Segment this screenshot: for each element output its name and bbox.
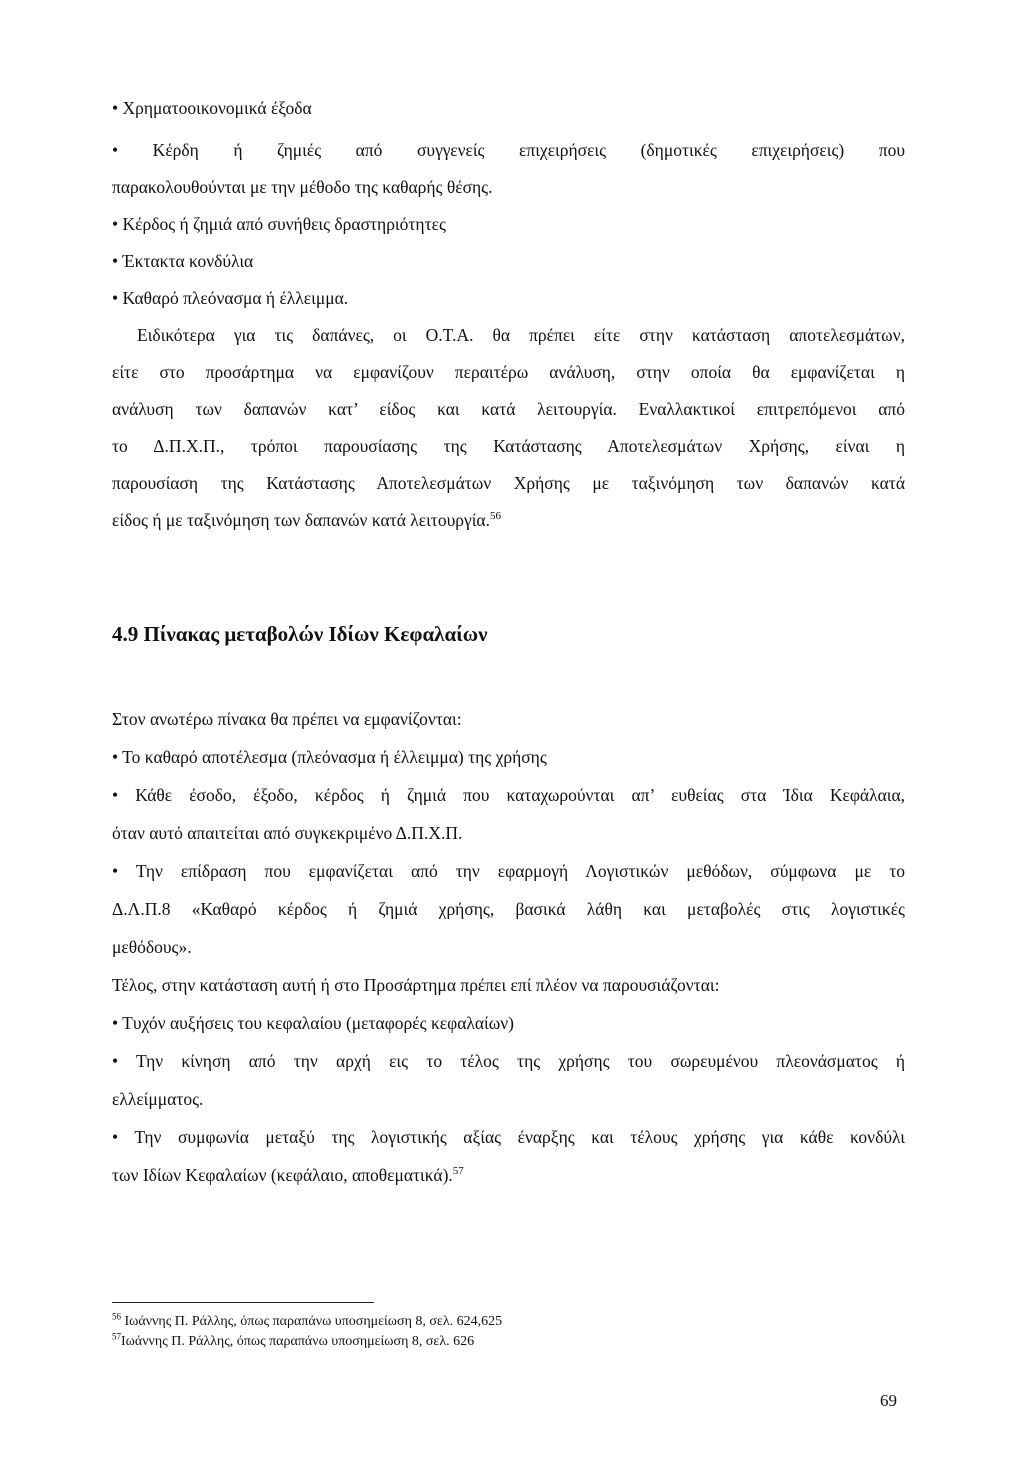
bullet-capital-increases: • Τυχόν αυξήσεις του κεφαλαίου (μεταφορές κεφαλαίων) <box>112 1013 515 1033</box>
footnote-divider <box>112 1302 374 1303</box>
bullet-financial-expenses: • Χρηματοοικονομικά έξοδα <box>112 98 312 118</box>
text-line: Δ.Λ.Π.8 «Καθαρό κέρδος ή ζημιά χρήσης, βασικά λάθη και μεταβολές στις λογιστικές <box>112 899 905 919</box>
footnote-57: $^{57}$Ιωάννης Π. Ράλλης, όπως παραπάνω υποσημείωση 8, σελ. 626 <box>112 1331 475 1349</box>
text-line: των Ιδίων Κεφαλαίων (κεφάλαιο, αποθεματικά).$^{57}$ <box>112 1165 464 1185</box>
bullet-accounting-methods: • Την επίδραση που εμφανίζεται από την εφαρμογή Λογιστικών μεθόδων, σύμφωνα με το <box>112 861 905 881</box>
text-line: όταν αυτό απαιτείται από συγκεκριμένο Δ.Π.Χ.Π. <box>112 823 463 843</box>
text-line: ελλείμματος. <box>112 1089 204 1109</box>
bullet-reconciliation: • Την συμφωνία μεταξύ της λογιστικής αξίας έναρξης και τέλους χρήσης για κάθε κονδύλι <box>112 1127 905 1147</box>
bullet-income-expense: • Κάθε έσοδο, έξοδο, κέρδος ή ζημιά που καταχωρούνται απ’ ευθείας στα Ίδια Κεφάλαια, <box>112 785 905 805</box>
footnote-ref: 57 <box>452 1165 464 1178</box>
intro-line: Στον ανωτέρω πίνακα θα πρέπει να εμφανίζονται: <box>112 709 462 729</box>
paragraph-line: Τέλος, στην κατάσταση αυτή ή στο Προσάρτημα πρέπει επί πλέον να παρουσιάζονται: <box>112 975 720 995</box>
paragraph-line: ανάλυση των δαπανών κατ’ είδος και κατά λειτουργία. Εναλλακτικοί επιτρεπόμενοι από <box>112 399 905 419</box>
text-line: παρακολουθούνται με την μέθοδο της καθαρής θέσης. <box>112 177 493 197</box>
text-line: μεθόδους». <box>112 937 192 957</box>
bullet-extraordinary-items: • Έκτακτα κονδύλια <box>112 251 254 271</box>
bullet-ordinary-activities: • Κέρδος ή ζημιά από συνήθεις δραστηριότητες <box>112 214 446 234</box>
bullet-surplus-movement: • Την κίνηση από την αρχή εις το τέλος της χρήσης του σωρευμένου πλεονάσματος ή <box>112 1051 905 1071</box>
footnote-ref: 56 <box>489 510 501 523</box>
paragraph-line: παρουσίαση της Κατάστασης Αποτελεσμάτων Χρήσης με ταξινόμηση των δαπανών κατά <box>112 473 905 493</box>
section-heading: 4.9 Πίνακας μεταβολών Ιδίων Κεφαλαίων <box>112 622 488 646</box>
bullet-net-surplus: • Καθαρό πλεόνασμα ή έλλειμμα. <box>112 288 349 308</box>
paragraph-line: είδος ή με ταξινόμηση των δαπανών κατά λειτουργία.$^{56}$ <box>112 510 501 530</box>
bullet-net-result: • Το καθαρό αποτέλεσμα (πλεόνασμα ή έλλειμμα) της χρήσης <box>112 747 547 767</box>
footnote-56: $^{56}$ Ιωάννης Π. Ράλλης, όπως παραπάνω υποσημείωση 8, σελ. 624,625 <box>112 1311 503 1329</box>
page-number: 69 <box>880 1391 897 1410</box>
paragraph-line: είτε στο προσάρτημα να εμφανίζουν περαιτέρω ανάλυση, στην οποία θα εμφανίζεται η <box>112 362 905 382</box>
paragraph-line: το Δ.Π.Χ.Π., τρόποι παρουσίασης της Κατάστασης Αποτελεσμάτων Χρήσης, είναι η <box>112 436 905 456</box>
paragraph-line: Ειδικότερα για τις δαπάνες, οι Ο.Τ.Α. θα πρέπει είτε στην κατάσταση αποτελεσμάτων, <box>137 325 905 345</box>
bullet-associates-profit: • Κέρδη ή ζημιές από συγγενείς επιχειρήσεις (δημοτικές επιχειρήσεις) που <box>112 140 905 160</box>
